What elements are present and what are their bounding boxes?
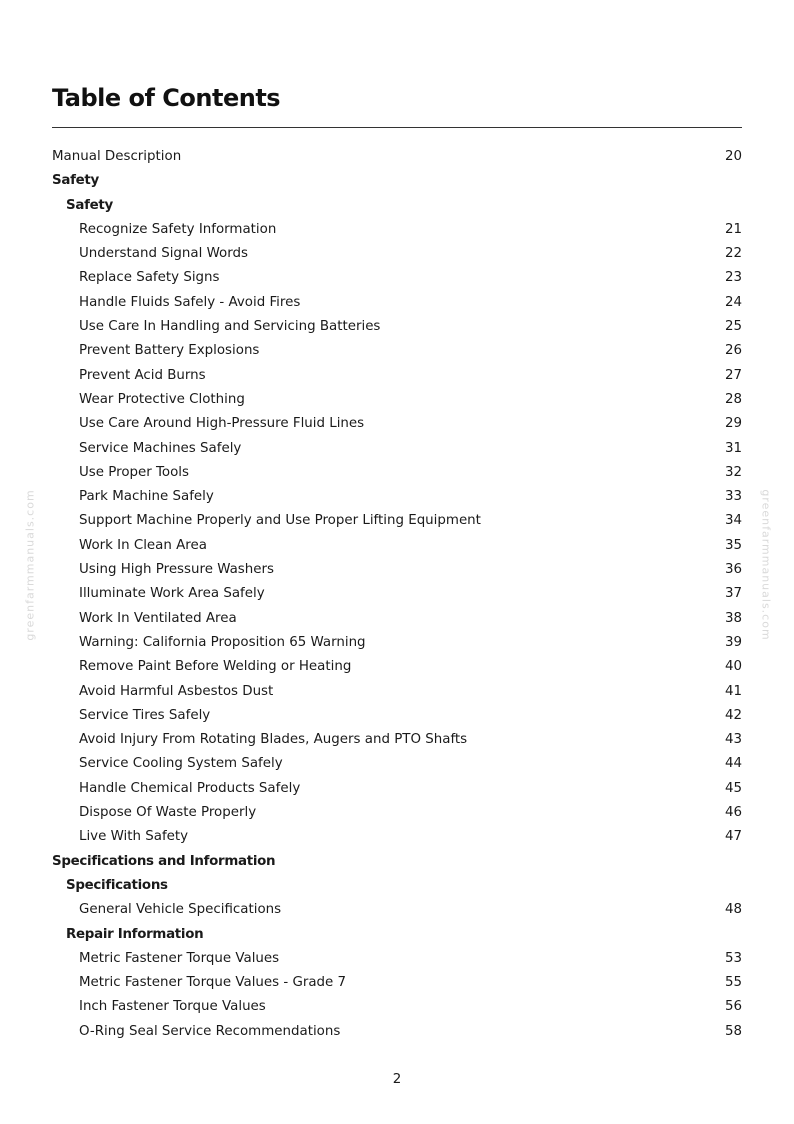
toc-entry-page: 42 [724,707,742,723]
toc-entry-label: Support Machine Properly and Use Proper Lifting Equipment [79,513,481,529]
toc-entry[interactable] [52,728,742,752]
toc-entry[interactable] [52,1020,742,1044]
toc-entry-page: 21 [724,221,742,237]
toc-entry-label: Avoid Harmful Asbestos Dust [79,683,274,699]
toc-entry[interactable] [52,777,742,801]
toc-entry-page: 28 [724,391,742,407]
toc-entry[interactable] [52,461,742,485]
toc-entry-label: Live With Safety [79,829,189,845]
toc-entry-page: 32 [724,464,742,480]
toc-entry-page: 56 [724,999,742,1015]
toc-entry-page: 22 [724,246,742,262]
toc-entry-label: Handle Chemical Products Safely [79,780,301,796]
toc-entry-page: 29 [724,416,742,432]
toc-entry-page: 27 [724,367,742,383]
toc-entry-page: 46 [724,805,742,821]
toc-entry[interactable] [52,801,742,825]
toc-entry-page: 55 [724,975,742,991]
toc-section-heading [52,169,742,193]
toc-entry-label: Using High Pressure Washers [79,562,274,578]
toc-entry[interactable] [52,607,742,631]
toc-entry[interactable] [52,364,742,388]
toc-entry-label: Metric Fastener Torque Values [79,950,280,966]
toc-entry-label: Inch Fastener Torque Values [79,999,266,1015]
toc-entry[interactable] [52,509,742,533]
toc-entry-page: 20 [724,149,742,164]
toc-entry[interactable] [52,388,742,412]
toc-entry[interactable] [52,218,742,242]
toc-entry[interactable] [52,898,742,922]
toc-entry-page: 39 [724,634,742,650]
toc-entry-label: Metric Fastener Torque Values - Grade 7 [79,975,347,991]
toc-entry-label: Specifications [66,877,168,893]
toc-section-heading [52,874,742,898]
toc-entry-page: 25 [724,319,742,335]
toc-entry-page: 45 [724,780,742,796]
toc-entry-page: 35 [724,537,742,553]
toc-entry[interactable] [52,339,742,363]
toc-entry[interactable] [52,825,742,849]
toc-entry-label: Work In Clean Area [79,537,207,553]
toc-entry-label: Safety [52,173,99,189]
toc-entry-label: Work In Ventilated Area [79,610,237,626]
toc-entry[interactable] [52,631,742,655]
toc-entry-label: Specifications and Information [52,853,276,869]
toc-entry-label: Dispose Of Waste Properly [79,805,257,821]
toc-entry-label: Recognize Safety Information [79,221,277,237]
toc-entry[interactable] [52,947,742,971]
toc-entry[interactable] [52,315,742,339]
toc-entry[interactable] [52,655,742,679]
toc-entry-label: Park Machine Safely [79,489,214,505]
toc-entry-page: 41 [724,683,742,699]
toc-section-heading [52,194,742,218]
toc-entry-page: 38 [724,610,742,626]
toc-entry-page: 26 [724,343,742,359]
toc-entry[interactable] [52,971,742,995]
toc-entry[interactable] [52,291,742,315]
toc-entry-page: 36 [724,562,742,578]
toc-entry[interactable] [52,752,742,776]
toc-entry-page: 44 [724,756,742,772]
toc-entry-page: 48 [724,902,742,918]
watermark-right: greenfarmmanuals.com [759,489,773,641]
toc-entry[interactable] [52,558,742,582]
toc-entry[interactable] [52,242,742,266]
toc-entry-page: 34 [724,513,742,529]
toc-entry-label: Warning: California Proposition 65 Warning [79,634,366,650]
toc-entry-page: 24 [724,294,742,310]
toc-entry-label: Use Care Around High-Pressure Fluid Lines [79,416,365,432]
toc-entry-label: Use Proper Tools [79,464,190,480]
toc-entry[interactable] [52,437,742,461]
toc-entry-label: Prevent Battery Explosions [79,343,260,359]
toc-section-heading [52,923,742,947]
toc-entry-label: Repair Information [66,926,204,942]
toc-entry-label: Service Cooling System Safely [79,756,283,772]
toc-entry-page: 37 [724,586,742,602]
toc-entry-page: 31 [724,440,742,456]
toc-entry-page: 33 [724,489,742,505]
toc-entry-label: Avoid Injury From Rotating Blades, Augers and PTO Shafts [79,732,468,748]
toc-entry[interactable] [52,704,742,728]
toc-section-heading [52,850,742,874]
toc-entry-page: 58 [724,1023,742,1039]
toc-entry-page: 23 [724,270,742,286]
toc-entry-label: Service Tires Safely [79,707,211,723]
toc-entry-label: Understand Signal Words [79,246,248,262]
toc-entry-label: Replace Safety Signs [79,270,220,286]
toc-entry-label: Service Machines Safely [79,440,242,456]
toc-entry-page: 53 [724,950,742,966]
toc-entry[interactable] [52,485,742,509]
table-of-contents [52,145,742,1044]
toc-entry-label: O-Ring Seal Service Recommendations [79,1023,341,1039]
toc-entry-label: Manual Description [52,149,182,164]
toc-entry[interactable] [52,266,742,290]
toc-entry-label: Use Care In Handling and Servicing Batteries [79,319,381,335]
toc-entry-page: 40 [724,659,742,675]
watermark-left: greenfarmmanuals.com [23,489,37,641]
toc-entry-label: Safety [66,197,113,213]
toc-entry-label: Illuminate Work Area Safely [79,586,265,602]
toc-entry-page: 43 [724,732,742,748]
toc-entry[interactable] [52,412,742,436]
toc-entry[interactable] [52,680,742,704]
toc-entry-label: Prevent Acid Burns [79,367,206,383]
toc-entry-label: Wear Protective Clothing [79,391,245,407]
toc-entry[interactable] [52,145,742,169]
toc-entry-page: 47 [724,829,742,845]
page-title: Table of Contents [52,84,281,112]
toc-entry[interactable] [52,582,742,606]
toc-entry[interactable] [52,534,742,558]
toc-entry[interactable] [52,995,742,1019]
title-divider [52,127,742,128]
toc-entry-label: Handle Fluids Safely - Avoid Fires [79,294,301,310]
toc-entry-label: Remove Paint Before Welding or Heating [79,659,352,675]
toc-entry-label: General Vehicle Specifications [79,902,282,918]
page-number: 2 [392,1072,402,1087]
